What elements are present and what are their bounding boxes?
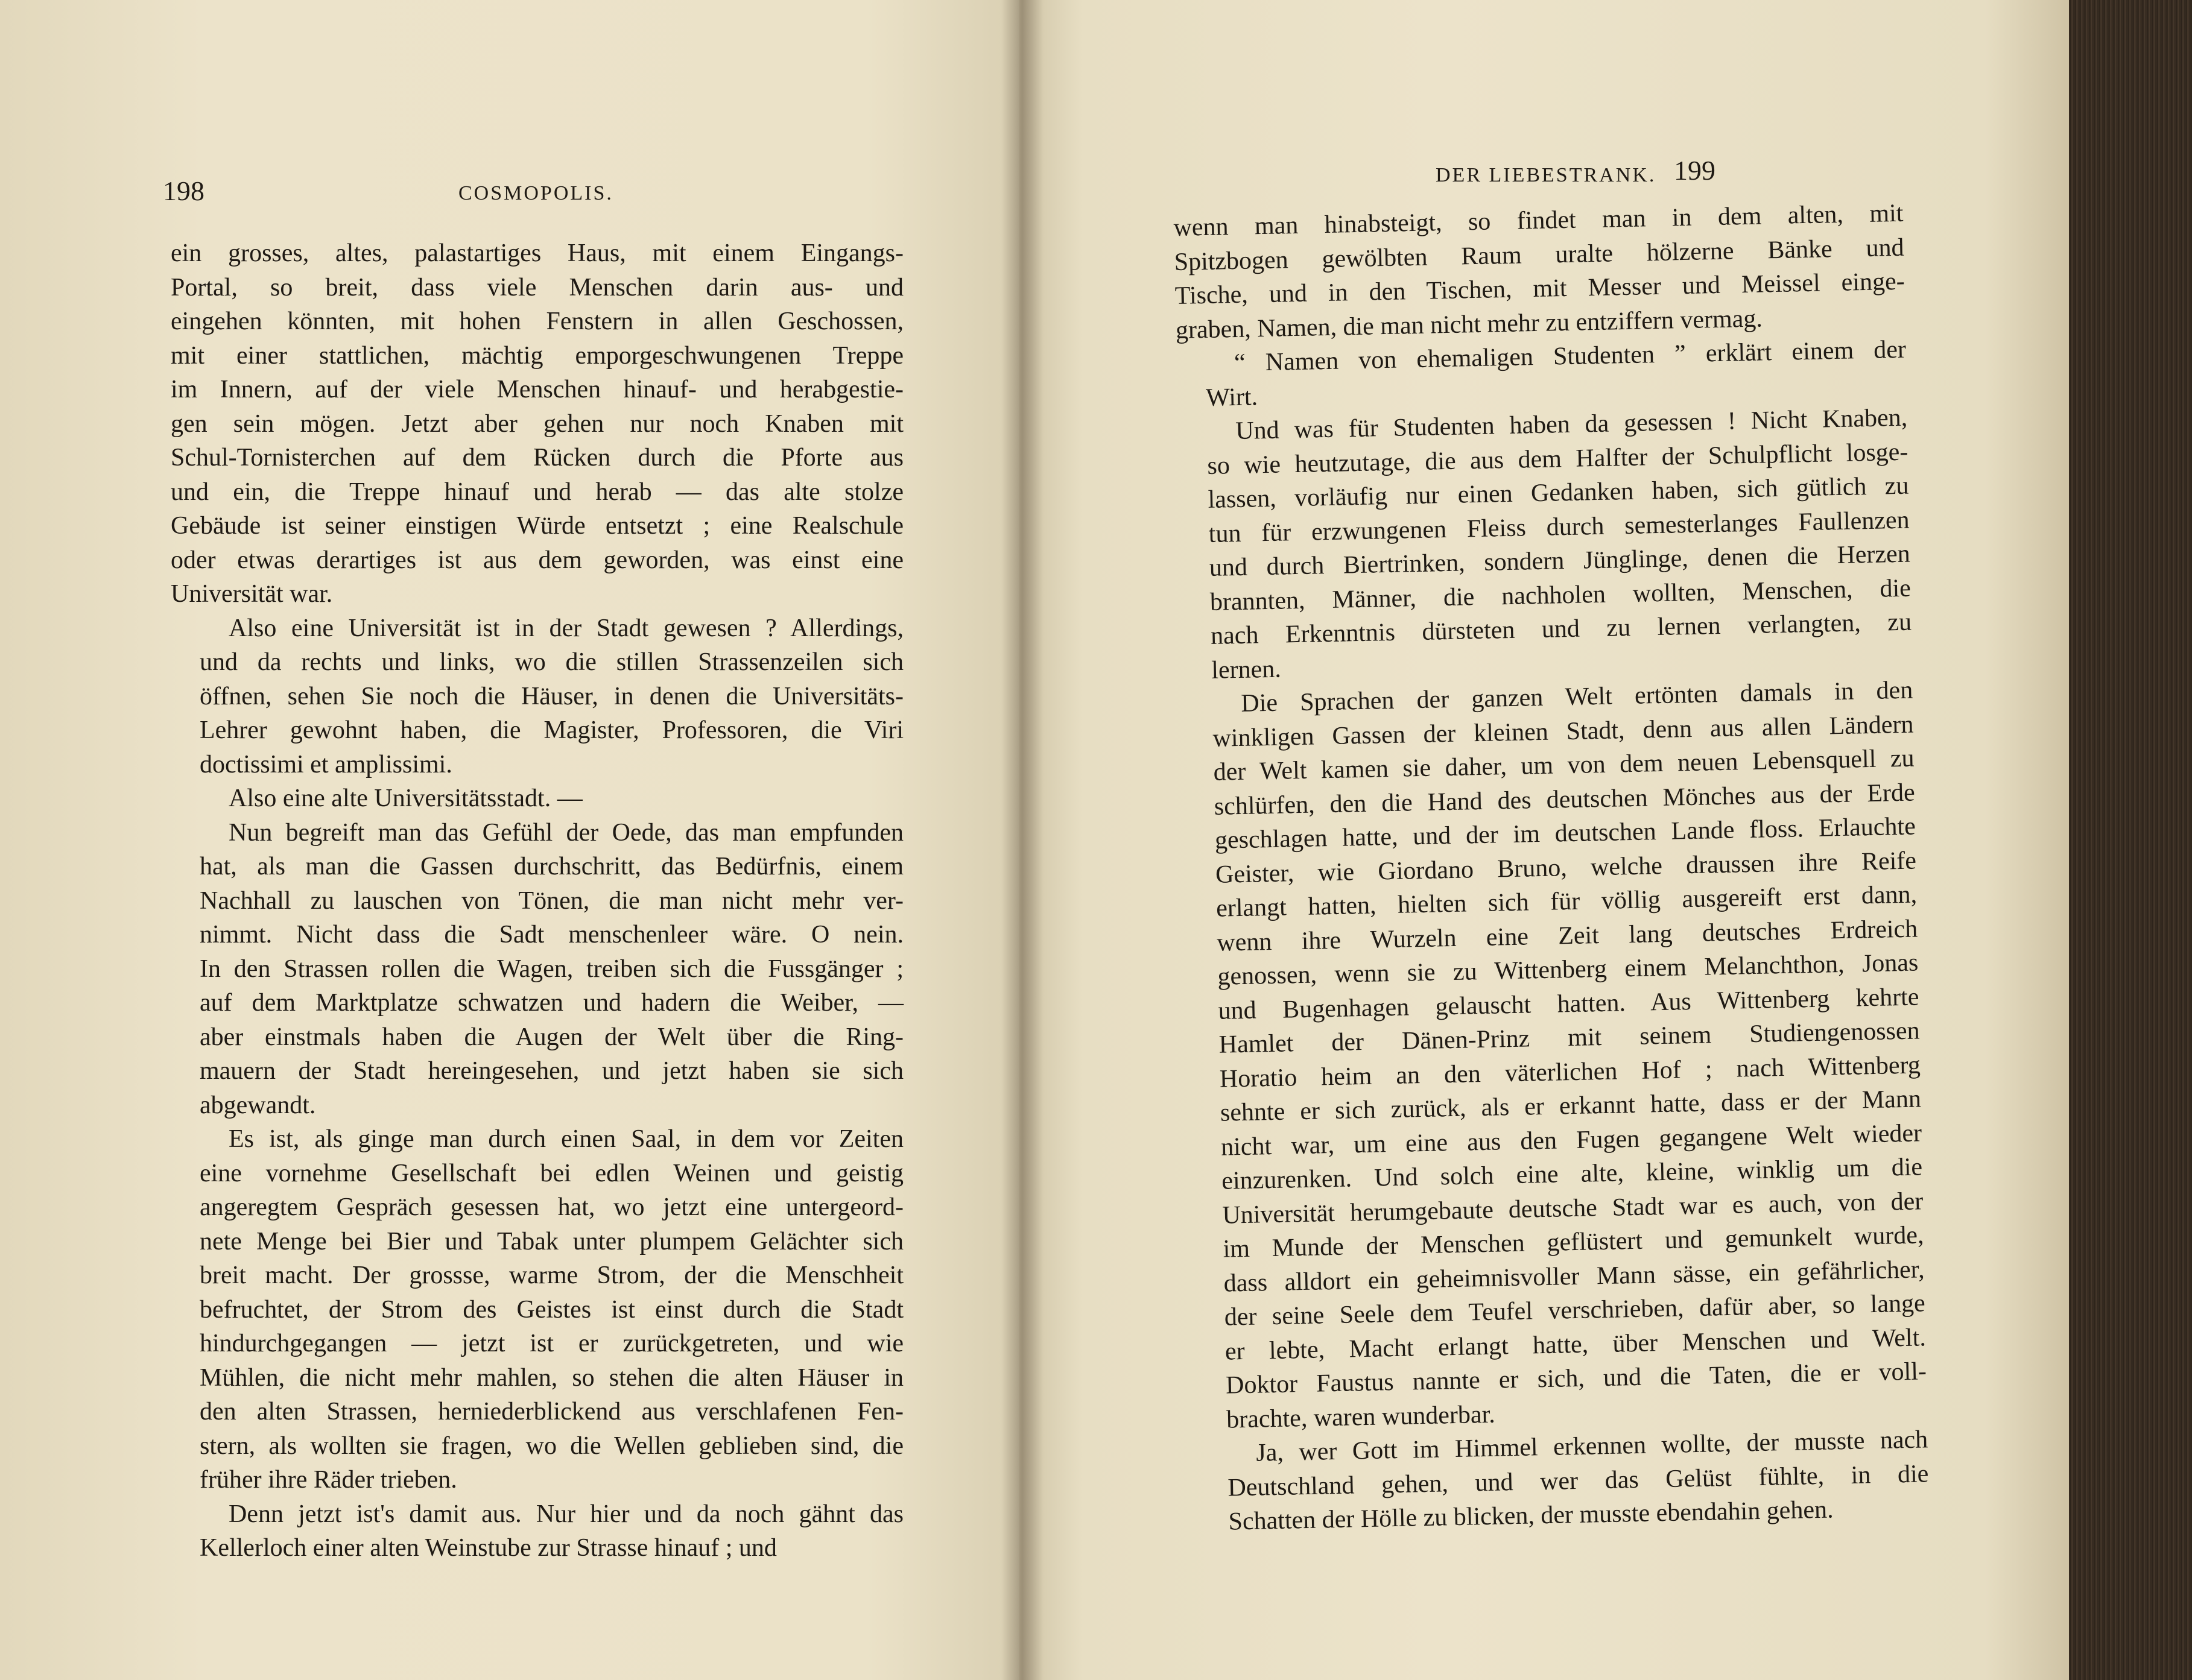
text-line: mauern der Stadt hereingesehen, und jetzt haben sie sich xyxy=(200,1057,904,1085)
text-line: Deutschland gehen, und wer das Gelüst fühlte, in die xyxy=(1227,1459,1929,1502)
text-line: Universität herumgebaute deutsche Stadt war es auch, von der xyxy=(1221,1187,1924,1230)
text-line: dass alldort ein geheimnisvoller Mann sässe, ein gefährlicher, xyxy=(1223,1255,1925,1298)
text-line: Geister, wie Giordano Bruno, welche draussen ihre Reife xyxy=(1215,846,1917,889)
text-line: breit macht. Der grossse, warme Strom, der die Menschheit xyxy=(200,1262,904,1289)
left-page xyxy=(0,0,1019,1680)
text-line: nicht war, um eine aus den Fugen gegangene Welt wieder xyxy=(1220,1119,1922,1161)
text-line: Tische, und in den Tischen, mit Messer und Meissel einge- xyxy=(1174,267,1905,310)
text-line: Gebäude ist seiner einstigen Würde entsetzt ; eine Realschule xyxy=(171,512,904,540)
text-line: so wie heutzutage, die aus dem Halfter der Schulpflicht losge- xyxy=(1207,438,1908,480)
paragraph xyxy=(1183,674,1928,1438)
text-line: Portal, so breit, dass viele Menschen darin aus- und xyxy=(171,273,904,302)
text-line: Universität war. xyxy=(171,580,333,608)
text-line: Denn jetzt ist's damit aus. Nur hier und da noch gähnt das xyxy=(229,1500,904,1528)
text-line: Wirt. xyxy=(1205,382,1258,412)
text-line: ein grosses, altes, palastartiges Haus, mit einem Eingangs- xyxy=(171,239,904,267)
text-line: früher ihre Räder trieben. xyxy=(200,1466,457,1494)
page-number-left: 198 xyxy=(163,175,204,206)
text-line: hat, als man die Gassen durchschritt, das Bedürfnis, einem xyxy=(200,853,904,880)
text-line: hindurchgegangen — jetzt ist er zurückgetreten, und wie xyxy=(200,1330,904,1357)
text-line: winkligen Gassen der kleinen Stadt, denn aus allen Ländern xyxy=(1212,710,1914,753)
text-line: einzurenken. Und solch eine alte, kleine, winklig um die xyxy=(1221,1153,1923,1195)
text-line: erlangt hatten, hielten sich für völlig ausgereift erst dann, xyxy=(1215,880,1918,923)
text-line: nete Menge bei Bier und Tabak unter plumpem Gelächter sich xyxy=(200,1227,904,1255)
text-line: den alten Strassen, herniederblickend aus verschlafenen Fen- xyxy=(200,1398,904,1426)
text-line: Horatio heim an den väterlichen Hof ; nach Wittenberg xyxy=(1219,1050,1921,1093)
paragraph xyxy=(171,1122,904,1497)
text-line: lernen. xyxy=(1211,655,1282,684)
text-line: lassen, vorläufig nur einen Gedanken haben, sich gütlich zu xyxy=(1208,472,1909,514)
text-line: Schul-Tornisterchen auf dem Rücken durch die Pforte aus xyxy=(171,444,904,472)
text-line: Die Sprachen der ganzen Welt ertönten damals in den xyxy=(1240,676,1913,718)
paragraph xyxy=(171,1497,904,1565)
right-running-title: DER LIEBESTRANK. xyxy=(1436,164,1656,186)
text-line: wenn ihre Wurzeln eine Zeit lang deutsches Erdreich xyxy=(1216,914,1918,957)
text-line: eingehen könnten, mit hohen Fenstern in allen Geschossen, xyxy=(171,308,904,335)
text-line: eine vornehme Gesellschaft bei edlen Weinen und geistig xyxy=(200,1159,904,1187)
text-line: brannten, Männer, die nachholen wollten, Menschen, die xyxy=(1209,574,1912,616)
paragraph xyxy=(171,816,904,1123)
text-line: geschlagen hatte, und der im deutschen Lande floss. Erlauchte xyxy=(1214,812,1916,854)
text-line: im Innern, auf der viele Menschen hinauf- und herabgestie- xyxy=(171,376,904,403)
paragraph xyxy=(1173,197,1905,347)
text-line: “ Namen von ehemaligen Studenten ” erklärt einem der xyxy=(1234,335,1907,377)
text-line: gen sein mögen. Jetzt aber gehen nur noch Knaben mit xyxy=(171,409,904,438)
page-number-right: 199 xyxy=(1674,155,1715,186)
text-line: befruchtet, der Strom des Geistes ist einst durch die Stadt xyxy=(200,1295,904,1324)
text-line: Hamlet der Dänen-Prinz mit seinem Studiengenossen xyxy=(1218,1017,1920,1059)
text-line: und durch Biertrinken, sondern Jünglinge, denen die Herzen xyxy=(1209,540,1911,582)
text-line: der seine Seele dem Teufel verschrieben, dafür aber, so lange xyxy=(1224,1289,1926,1331)
text-line: brachte, waren wunderbar. xyxy=(1226,1400,1496,1434)
book-fore-edge xyxy=(2069,0,2192,1680)
paragraph xyxy=(171,611,904,782)
text-line: oder etwas derartiges ist aus dem geworden, was einst eine xyxy=(171,546,904,574)
left-page-body xyxy=(171,236,904,1565)
text-line: tun für erzwungenen Fleiss durch semesterlanges Faullenzen xyxy=(1208,506,1910,548)
text-line: der Welt kamen sie daher, um von dem neuen Lebensquell zu xyxy=(1213,744,1915,786)
text-line: genossen, wenn sie zu Wittenberg einem Melanchthon, Jonas xyxy=(1217,949,1919,991)
text-line: In den Strassen rollen die Wagen, treiben sich die Fussgänger ; xyxy=(200,955,904,983)
text-line: und da rechts und links, wo die stillen Strassenzeilen sich xyxy=(200,648,904,676)
paragraph xyxy=(171,782,904,816)
text-line: aber einstmals haben die Augen der Welt über die Ring- xyxy=(200,1023,904,1051)
text-line: Spitzbogen gewölbten Raum uralte hölzerne Bänke und xyxy=(1174,233,1904,276)
text-line: Nachhall zu lauschen von Tönen, die man nicht mehr ver- xyxy=(200,886,904,915)
text-line: wenn man hinabsteigt, so findet man in dem alten, mit xyxy=(1173,199,1904,242)
text-line: Schatten der Hölle zu blicken, der musste ebendahin gehen. xyxy=(1228,1495,1834,1536)
text-line: nimmt. Nicht dass die Sadt menschenleer wäre. O nein. xyxy=(200,921,904,949)
text-line: angeregtem Gespräch gesessen hat, wo jetzt eine untergeord- xyxy=(200,1193,904,1221)
text-line: mit einer stattlichen, mächtig emporgeschwungenen Treppe xyxy=(171,341,904,370)
text-line: Lehrer gewohnt haben, die Magister, Professoren, die Viri xyxy=(200,716,904,744)
text-line: Nun begreift man das Gefühl der Oede, das man empfunden xyxy=(229,818,904,847)
text-line: Ja, wer Gott im Himmel erkennen wollte, der musste nach xyxy=(1255,1426,1928,1467)
left-running-title: COSMOPOLIS. xyxy=(458,182,613,204)
text-line: Kellerloch einer alten Weinstube zur Strasse hinauf ; und xyxy=(200,1534,777,1562)
text-line: öffnen, sehen Sie noch die Häuser, in denen die Universitäts- xyxy=(200,682,904,710)
text-line: stern, als wollten sie fragen, wo die Wellen geblieben sind, die xyxy=(200,1432,904,1460)
text-line: und ein, die Treppe hinauf und herab — das alte stolze xyxy=(171,478,904,506)
text-line: Also eine Universität ist in der Stadt gewesen ? Allerdings, xyxy=(229,614,904,642)
book-gutter xyxy=(1001,0,1044,1680)
text-line: schlürfen, den die Hand des deutschen Mönches aus der Erde xyxy=(1214,778,1916,821)
text-line: und Bugenhagen gelauscht hatten. Aus Wittenberg kehrte xyxy=(1218,982,1919,1025)
text-line: sehnte er sich zurück, als er erkannt hatte, dass er der Mann xyxy=(1220,1085,1922,1127)
text-line: im Munde der Menschen geflüstert und gemunkelt wurde, xyxy=(1223,1221,1924,1263)
text-line: auf dem Marktplatze schwatzen und hadern die Weiber, — xyxy=(200,989,904,1017)
paragraph xyxy=(1177,401,1913,688)
right-page-body xyxy=(1173,197,1930,1539)
right-page xyxy=(1019,0,2069,1680)
text-line: Und was für Studenten haben da gesessen ! Nicht Knaben, xyxy=(1235,403,1908,445)
paragraph xyxy=(171,236,904,611)
text-line: nach Erkenntnis dürsteten und zu lernen verlangten, zu xyxy=(1210,608,1912,650)
text-line: graben, Namen, die man nicht mehr zu entziffern vermag. xyxy=(1175,304,1763,344)
text-line: abgewandt. xyxy=(200,1091,316,1119)
text-line: doctissimi et amplissimi. xyxy=(200,750,452,778)
text-line: Also eine alte Universitätsstadt. — xyxy=(229,785,583,812)
text-line: Mühlen, die nicht mehr mahlen, so stehen die alten Häuser in xyxy=(200,1363,904,1392)
text-line: Es ist, als ginge man durch einen Saal, in dem vor Zeiten xyxy=(229,1125,904,1153)
text-line: er lebte, Macht erlangt hatte, über Menschen und Welt. xyxy=(1224,1323,1927,1366)
text-line: Doktor Faustus nannte er sich, und die Taten, die er voll- xyxy=(1225,1357,1927,1400)
paragraph xyxy=(1198,1423,1930,1539)
